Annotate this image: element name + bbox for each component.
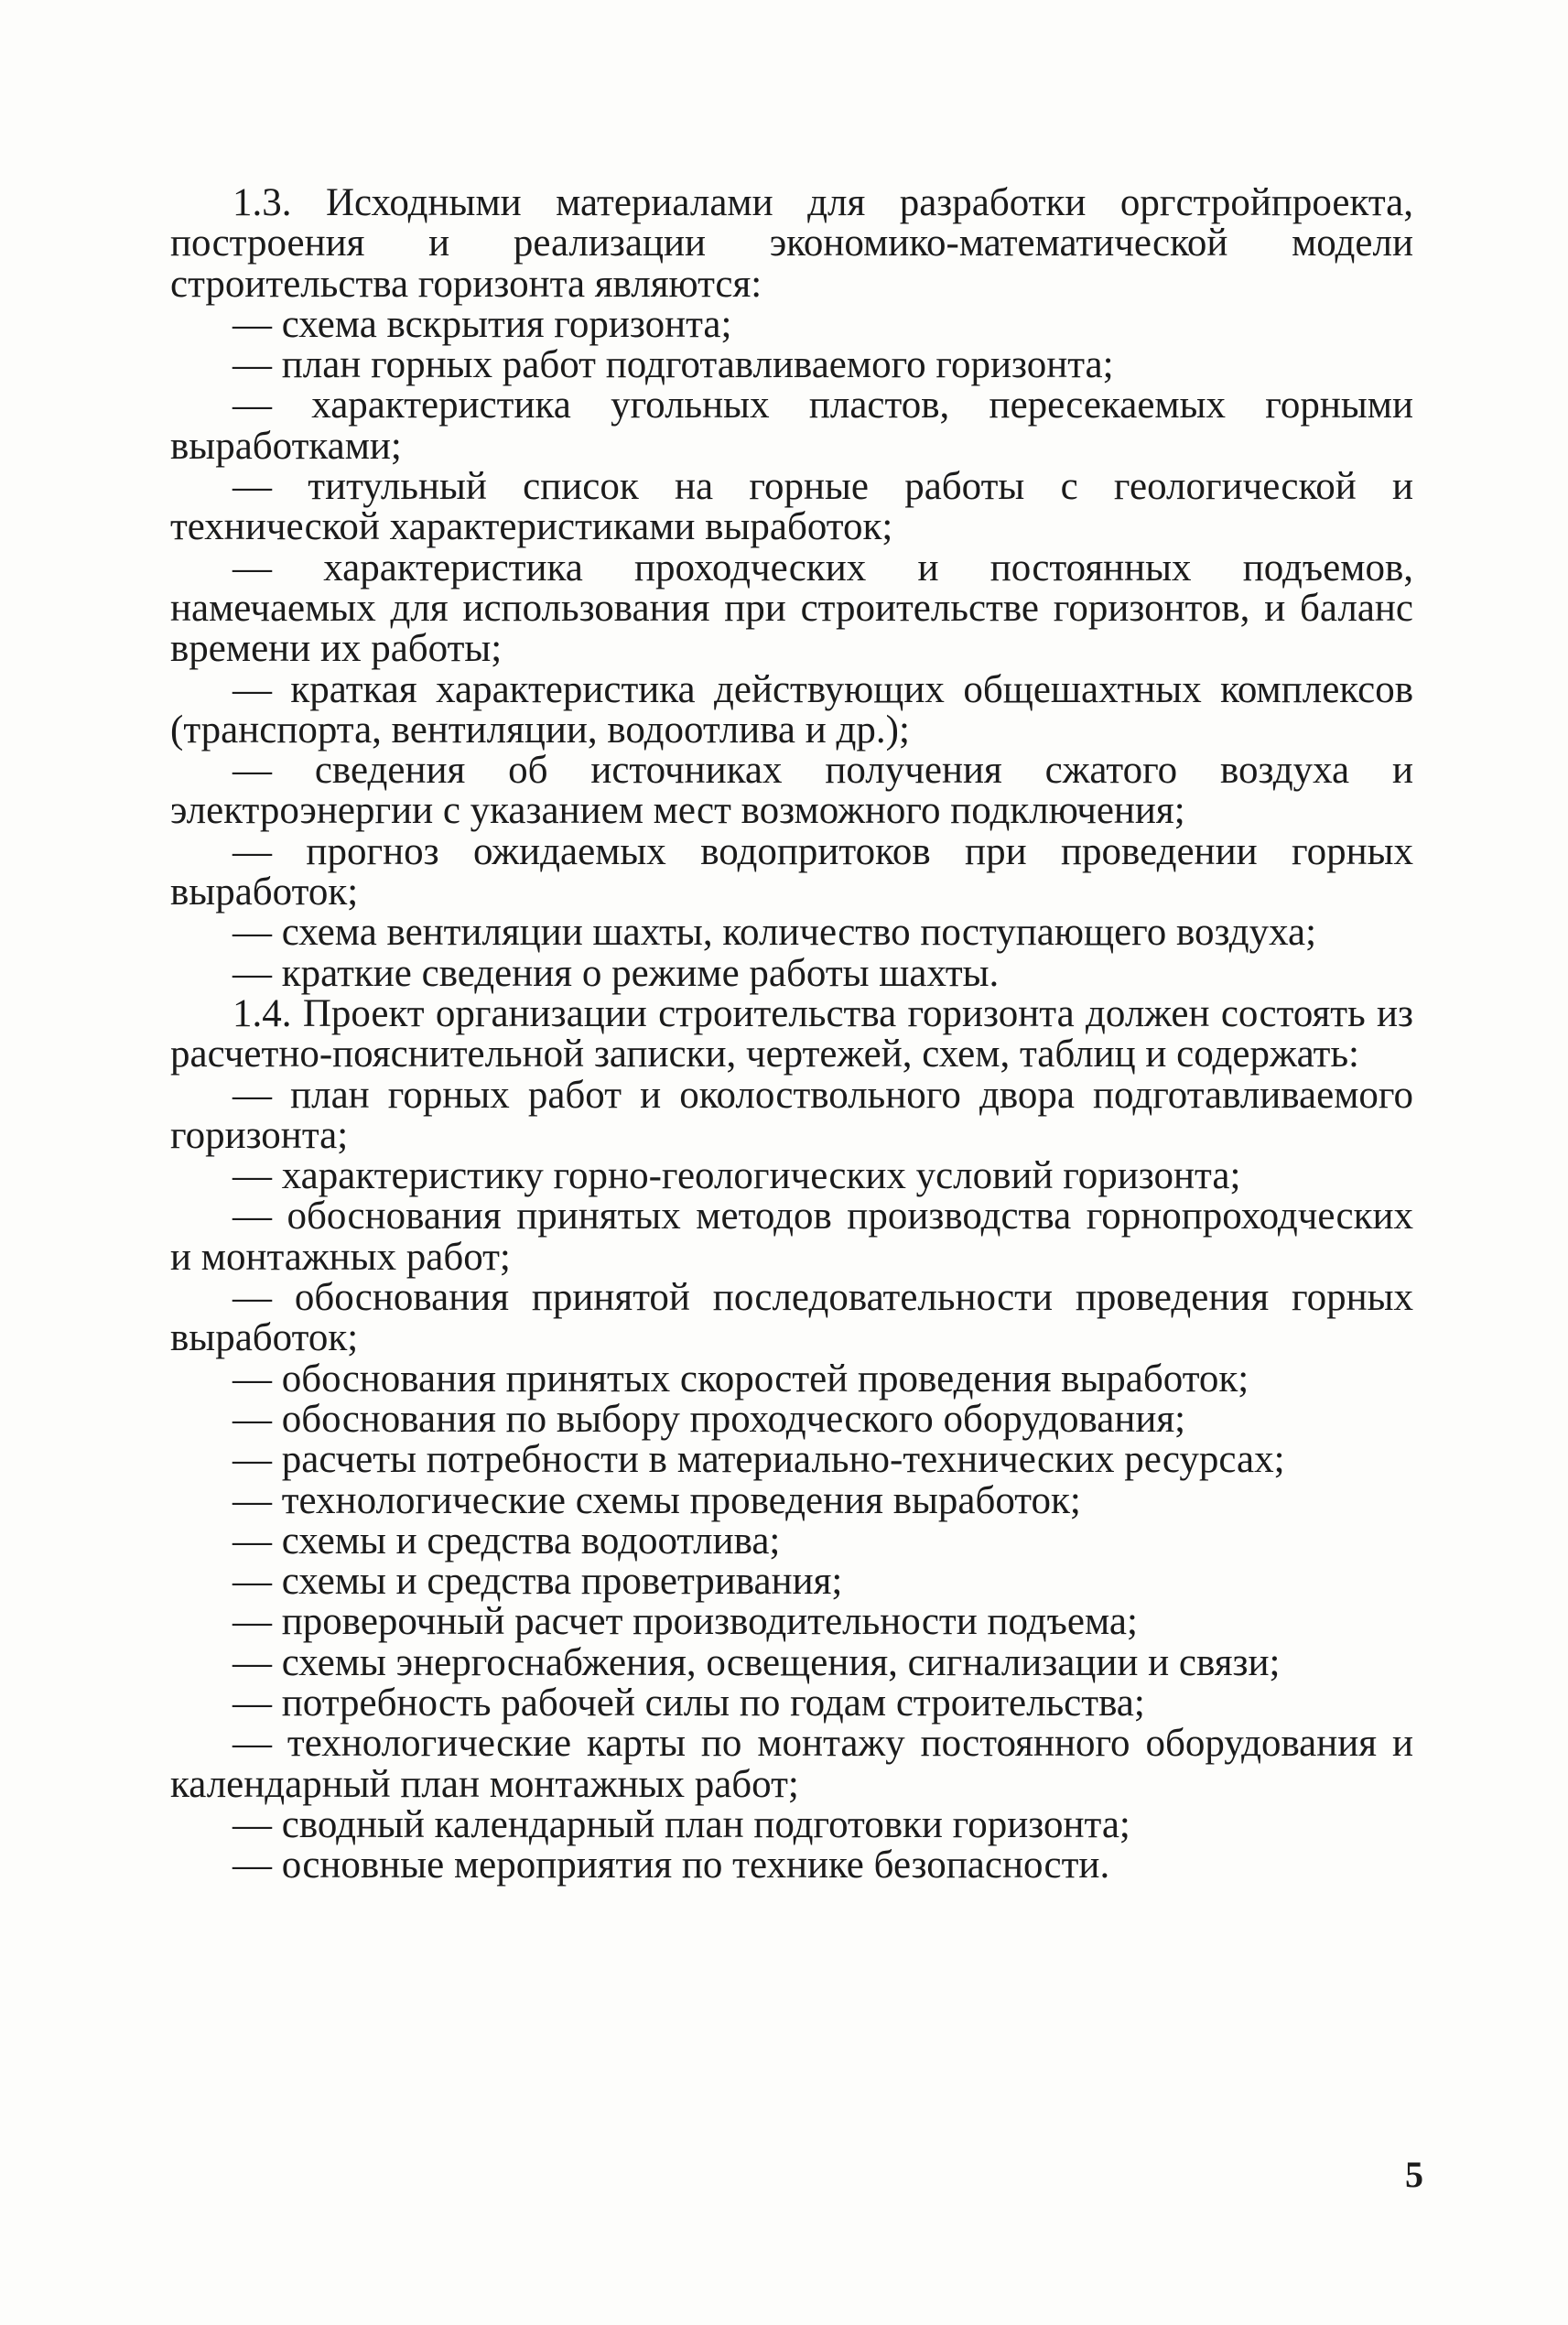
list-item: — схема вентиляции шахты, количество поступающего воздуха; xyxy=(232,911,1317,955)
list-item: — характеристику горно-геологических условий горизонта; xyxy=(232,1154,1241,1198)
list-item: — схема вскрытия горизонта; xyxy=(232,302,732,346)
list-item: — план горных работ и околоствольного двора подготавливаемого горизонта; xyxy=(170,1073,1413,1157)
list-item: — схемы энергоснабжения, освещения, сигнализации и связи; xyxy=(232,1640,1281,1684)
list-item: — основные мероприятия по технике безопасности. xyxy=(232,1844,1110,1887)
page-number: 5 xyxy=(1405,2154,1423,2195)
list-item: — обоснования принятых методов производства горнопроходческих и монтажных работ; xyxy=(170,1195,1413,1279)
list-item: — обоснования по выбору проходческого оборудования; xyxy=(232,1397,1186,1441)
list-item: — сведения об источниках получения сжатого воздуха и электроэнергии с указанием мест возможного подключения; xyxy=(170,749,1413,833)
list-item: — потребность рабочей силы по годам строительства; xyxy=(232,1681,1145,1725)
section-1-4-intro: 1.4. Проект организации строительства горизонта должен состоять из расчетно-пояснительной записки, чертежей, схем, таблиц и содержать: xyxy=(170,991,1413,1076)
list-item: — схемы и средства проветривания; xyxy=(232,1560,843,1604)
list-item: — титульный список на горные работы с геологической и технической характеристиками выработок; xyxy=(170,465,1413,549)
list-item: — проверочный расчет производительности подъема; xyxy=(232,1600,1138,1644)
body-text xyxy=(170,183,1413,1886)
list-item: — сводный календарный план подготовки горизонта; xyxy=(232,1802,1130,1846)
list-item: — план горных работ подготавливаемого горизонта; xyxy=(232,343,1114,387)
list-item: — обоснования принятых скоростей проведения выработок; xyxy=(232,1357,1249,1400)
list-item: — краткие сведения о режиме работы шахты. xyxy=(232,951,1000,995)
list-item: — прогноз ожидаемых водопритоков при проведении горных выработок; xyxy=(170,829,1413,914)
list-item: — технологические карты по монтажу постоянного оборудования и календарный план монтажных работ; xyxy=(170,1722,1413,1806)
list-item: — схемы и средства водоотлива; xyxy=(232,1519,781,1563)
section-1-3-intro: 1.3. Исходными материалами для разработки оргстройпроекта, построения и реализации экономико-математической модели строительства горизонта являются: xyxy=(170,181,1413,306)
list-item: — характеристика проходческих и постоянных подъемов, намечаемых для использования при строительстве горизонтов, и баланс времени их работы; xyxy=(170,546,1413,671)
list-item: — расчеты потребности в материально-технических ресурсах; xyxy=(232,1438,1285,1482)
list-item: — характеристика угольных пластов, пересекаемых горными выработками; xyxy=(170,384,1413,468)
list-item: — обоснования принятой последовательности проведения горных выработок; xyxy=(170,1276,1413,1360)
list-item: — краткая характеристика действующих общешахтных комплексов (транспорта, вентиляции, водоотлива и др.); xyxy=(170,667,1413,752)
list-item: — технологические схемы проведения выработок; xyxy=(232,1478,1081,1522)
